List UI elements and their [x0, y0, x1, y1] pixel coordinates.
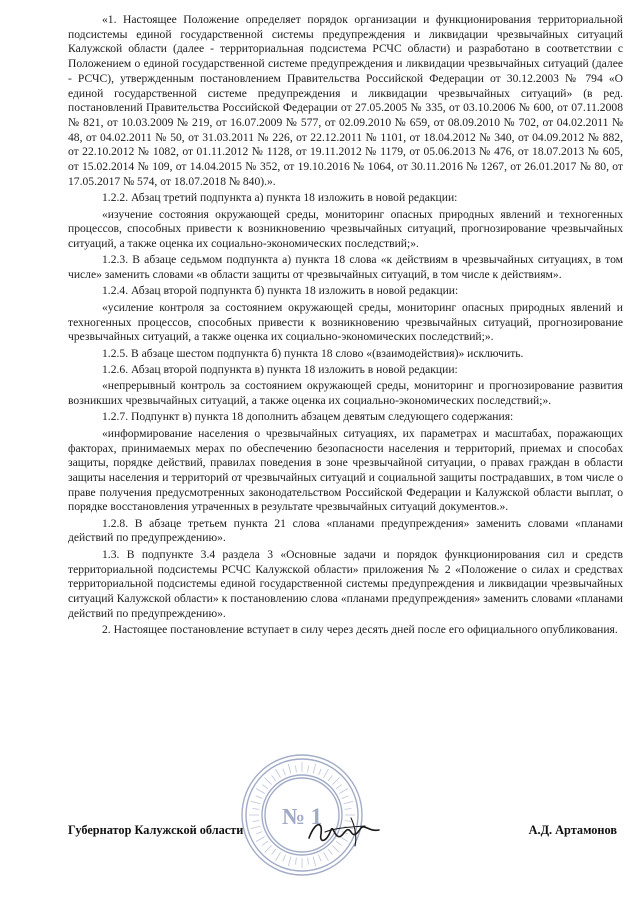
paragraph-1-2-3: 1.2.3. В абзаце седьмом подпункта а) пункта 18 слова «к действиям в чрезвычайных ситуациях, в том числе» заменить словами «в области защиты от чрезвычайных ситуаций, в том числе к действиям».: [68, 253, 623, 282]
handwritten-signature: [305, 812, 383, 850]
stamp-ring-mark: [283, 769, 286, 775]
stamp-ring-mark: [265, 845, 272, 852]
stamp-ring-mark: [265, 778, 272, 785]
paragraph-quote-1: «изучение состояния окружающей среды, мониторинг опасных природных явлений и техногенных процессов, способных привести к возникновению чрезвычайных ситуаций, прогнозирование чрезвычайных ситуаций, а также оценка их социально-экономических последствий;».: [68, 207, 623, 250]
stamp-ring-mark: [344, 801, 354, 804]
stamp-ring-mark: [276, 769, 281, 778]
stamp-ring-mark: [288, 764, 291, 774]
paragraph-quote-3: «непрерывный контроль за состоянием окружающей среды, мониторинг и прогнозирование развития возникших чрезвычайных ситуаций, а также оценка их социально-экономических последствий;».: [68, 379, 623, 408]
signatory-position: Губернатор Калужской области: [68, 823, 244, 837]
stamp-ring-mark: [283, 855, 286, 861]
stamp-ring-mark: [324, 852, 329, 861]
stamp-ring-mark: [345, 808, 352, 809]
paragraph-1-2-4: 1.2.4. Абзац второй подпункта б) пункта 18 изложить в новой редакции:: [102, 284, 459, 298]
paragraph-1-2-8: 1.2.8. В абзаце третьем пункта 21 слова «планами предупреждения» заменить словами «планами действий по предупреждению».: [68, 516, 623, 545]
stamp-ring-mark: [251, 826, 261, 829]
paragraph-quote-2: «усиление контроля за состоянием окружающей среды, мониторинг опасных природных явлений и техногенных процессов, способных привести к возникновению чрезвычайных ситуаций, прогнозирование чрезвычайных ситуаций, а также оценка их социально-экономических последствий;».: [68, 300, 623, 344]
stamp-ring-mark: [342, 796, 348, 799]
stamp-ring-mark: [276, 852, 281, 861]
stamp-ring-mark: [252, 808, 259, 809]
stamp-ring-mark: [256, 831, 262, 834]
stamp-ring-mark: [328, 775, 332, 781]
stamp-ring-mark: [295, 765, 296, 772]
stamp-ring-mark: [339, 789, 348, 794]
stamp-ring-mark: [272, 775, 276, 781]
stamp-ring-mark: [313, 857, 316, 867]
stamp-ring-mark: [262, 841, 268, 845]
stamp-ring-mark: [288, 857, 291, 867]
paragraph-1-3: 1.3. В подпункте 3.4 раздела 3 «Основные задачи и порядок функционирования сил и средств территориальной подсистемы РСЧС Калужской области» приложения № 2 «Положение о силах и средствах территориальной подсистемы единой государственной системы предупреждения и ликвидации чрезвычайных ситуаций Калужской области» к постановлению слова «планами предупреждения» заменить словами «планами действий по предупреждению».: [68, 547, 623, 620]
paragraph-1-2-2: 1.2.2. Абзац третий подпункта а) пункта 18 изложить в новой редакции:: [102, 191, 458, 205]
stamp-ring-mark: [256, 789, 265, 794]
stamp-ring-mark: [336, 785, 342, 789]
paragraph-1-2-5: 1.2.5. В абзаце шестом подпункта б) пункта 18 слово «(взаимодействия)» исключить.: [102, 346, 524, 360]
stamp-ring-mark: [295, 858, 296, 865]
stamp-ring-mark: [308, 765, 309, 772]
stamp-ring-mark: [318, 769, 321, 775]
stamp-ring-mark: [313, 764, 316, 774]
stamp-ring-mark: [256, 796, 262, 799]
stamp-ring-mark: [318, 855, 321, 861]
stamp-ring-mark: [262, 785, 268, 789]
stamp-ring-mark: [256, 837, 265, 842]
paragraph-1-2-7: 1.2.7. Подпункт в) пункта 18 дополнить абзацем девятым следующего содержания:: [102, 410, 514, 424]
stamp-ring-mark: [308, 858, 309, 865]
paragraph-2: 2. Настоящее постановление вступает в силу через десять дней после его официального опубликования.: [102, 623, 618, 637]
stamp-ring-mark: [272, 849, 276, 855]
paragraph-quote-4: «информирование населения о чрезвычайных ситуациях, их параметрах и масштабах, поражающих факторах, принимаемых мерах по обеспечению безопасности населения и территорий, приемах и способах защиты, порядке действий, правилах поведения в зоне чрезвычайной ситуации, о правах граждан в области защиты населения и территорий от чрезвычайных ситуаций и социальной защиты пострадавших, в том числе о праве получения предусмотренных законодательством Российской Федерации и Калужской области выплат, о порядке восстановления утраченных в результате чрезвычайных ситуаций документов.».: [68, 426, 623, 514]
stamp-ring-mark: [332, 778, 339, 785]
stamp-ring-mark: [324, 769, 329, 778]
document-body: [68, 13, 623, 639]
paragraph-1-2-6: 1.2.6. Абзац второй подпункта в) пункта 18 изложить в новой редакции:: [102, 362, 458, 376]
stamp-number: № 1: [281, 804, 323, 829]
stamp-ring-mark: [251, 801, 261, 804]
stamp-ring-mark: [252, 821, 259, 822]
paragraph-1: «1. Настоящее Положение определяет порядок организации и функционирования территориальной подсистемы единой государственной системы предупреждения и ликвидации чрезвычайных ситуаций Калужской области (далее - территориальная подсистема РСЧС области) и разработано в соответствии с Положением о единой государственной системе предупреждения и ликвидации чрезвычайных ситуаций (далее - РСЧС), утвержденным постановлением Правительства Российской Федерации от 30.12.2003 № 794 «О единой государственной системе предупреждения и ликвидации чрезвычайных ситуаций» (в ред. постановлений Правительства Российской Федерации от 27.05.2005 № 335, от 03.10.2006 № 600, от 07.11.2008 № 821, от 10.03.2009 № 219, от 16.07.2009 № 577, от 02.09.2010 № 659, от 08.09.2010 № 702, от 04.02.2011 № 48, от 04.02.2011 № 50, от 31.03.2011 № 226, от 22.12.2011 № 1101, от 18.04.2012 № 340, от 04.09.2012 № 882, от 22.10.2012 № 1082, от 01.11.2012 № 1128, от 19.11.2012 № 1179, от 05.06.2013 № 476, от 18.07.2013 № 605, от 15.02.2014 № 109, от 14.04.2015 № 352, от 19.10.2016 № 1064, от 30.11.2016 № 1267, от 26.01.2017 № 80, от 17.05.2017 № 574, от 18.07.2018 № 840).».: [68, 13, 623, 188]
signatory-name: А.Д. Артамонов: [528, 823, 617, 837]
